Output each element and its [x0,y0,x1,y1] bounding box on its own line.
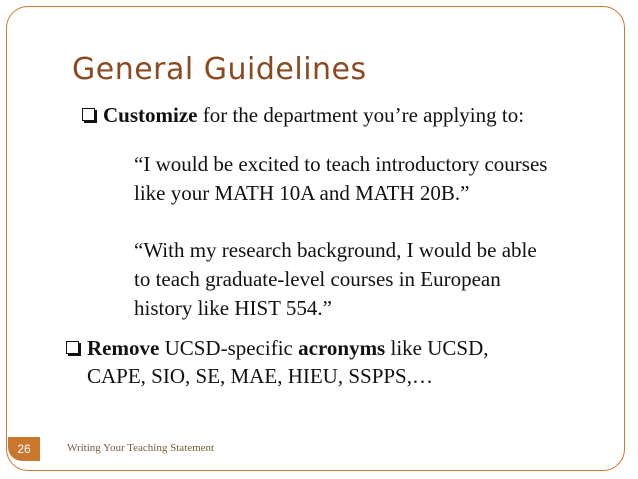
bullet-remove [66,334,489,390]
quote2-line1: “With my research background, I would be able [134,238,537,262]
bullet-remove-rest: like UCSD, [385,336,489,360]
bullet-remove-mid: UCSD-specific [159,336,299,360]
bullet-remove-line2: CAPE, SIO, SE, MAE, HIEU, SSPPS,… [87,364,433,388]
bullet-customize [82,101,524,129]
bullet-customize-rest: for the department you’re applying to: [197,103,525,127]
quote-research-background [134,236,537,323]
bullet-remove-line1 [87,334,489,362]
bullet-remove-bold: Remove [87,336,160,360]
slide-number-badge [8,437,40,461]
slide-title: General Guidelines [72,52,367,87]
quote2-line2: to teach graduate-level courses in European [134,267,501,291]
bullet-customize-text [103,101,524,129]
bullet-remove-acronyms: acronyms [298,336,386,360]
bullet-remove-text [87,334,489,390]
quote-intro-courses [134,150,547,208]
bullet-customize-bold: Customize [103,103,198,127]
quote1-line1: “I would be excited to teach introductory courses [134,152,548,176]
quote2-line3: history like HIST 554.” [134,296,332,320]
slide-number: 26 [17,442,31,456]
checkbox-bullet-icon [66,341,79,354]
checkbox-bullet-icon [82,108,95,121]
quote1-line2: like your MATH 10A and MATH 20B.” [134,181,470,205]
footer-text: Writing Your Teaching Statement [67,442,215,454]
